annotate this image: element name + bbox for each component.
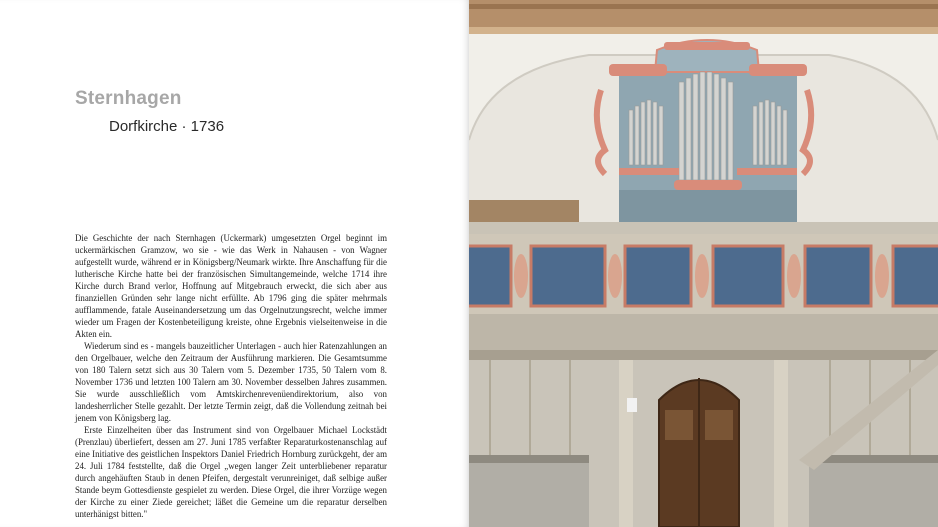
page-subtitle: Dorfkirche · 1736 (109, 118, 225, 135)
right-page (469, 0, 938, 527)
organ-gallery-photo (469, 0, 938, 527)
organ-case (597, 40, 811, 222)
paragraph-1: Die Geschichte der nach Sternhagen (Uckermark) umgesetzten Orgel beginnt im uckermärkischen Gramzow, wo sie - wie das Werk in Nahausen - von Wagner aufgestellt wurde, während er in Königsberg/Neumark wirkte. Ihre Anschaffung für die lutherische Kirche hatte bei der französischen Simultangemeinde, welche 1714 ihre Kirche durch Brand verlor, Hoffnung auf Mitgebrauch erweckt, die sich aber aus finanziellen Gründen sehr lange nicht erfüllte. Ab 1796 ging die später mehrmals aufflammende, fatale Auseinandersetzung um das Orgelnutzungsrecht, welche immer wieder um Fragen der Kostenbeteiligung kreiste, ohne Ergebnis vielseitenweise in die Akten ein. (75, 233, 387, 339)
page-title: Sternhagen (75, 88, 182, 109)
gallery-panels (469, 246, 938, 306)
church-door (659, 378, 739, 527)
paragraph-2: Wiederum sind es - mangels bauzeitlicher Unterlagen - auch hier Ratenzahlungen an den Orgelbauer, welche den Zeitraum der Ausführung markieren. Die Gesamtsumme von 180 Talern setzt sich aus 30 Talern vom 5. Dezember 1735, 50 Talern vom 8. November 1736 und letzten 100 Talern am 30. November desselben Jahres zusammen. Sie wurde ausschließlich vom Amtskirchenrevenüendirektorium, also von landesherrlicher Stelle gezahlt. Der letzte Termin zeigt, daß die Vollendung zeitnah bei jenem von Königsberg lag. (75, 341, 387, 423)
paragraph-3: Erste Einzelheiten über das Instrument sind von Orgelbauer Michael Lockstädt (Prenzlau) überliefert, dessen am 27. Juni 1785 verfaßter Reparaturkostenanschlag auf eine Initiative des geistlichen Inspektors Daniel Friedrich Hornburg zurückgeht, der am 24. Juli 1784 feststellte, daß die Orgel „wegen langer Zeit unterbliebener reparatur durch angehäuften Staub in denen Pfeifen, dergestalt verunreiniget, daß selbige außer Stande beym Gottesdienste gespielet zu werden. Diese Orgel, die ihrer Vorzüge wegen der Kirche zu einer Ziede gereichet; läßet die Gemeine um die reparatur derselben unterhänigst bitten." (75, 425, 387, 519)
body-text (75, 232, 387, 520)
